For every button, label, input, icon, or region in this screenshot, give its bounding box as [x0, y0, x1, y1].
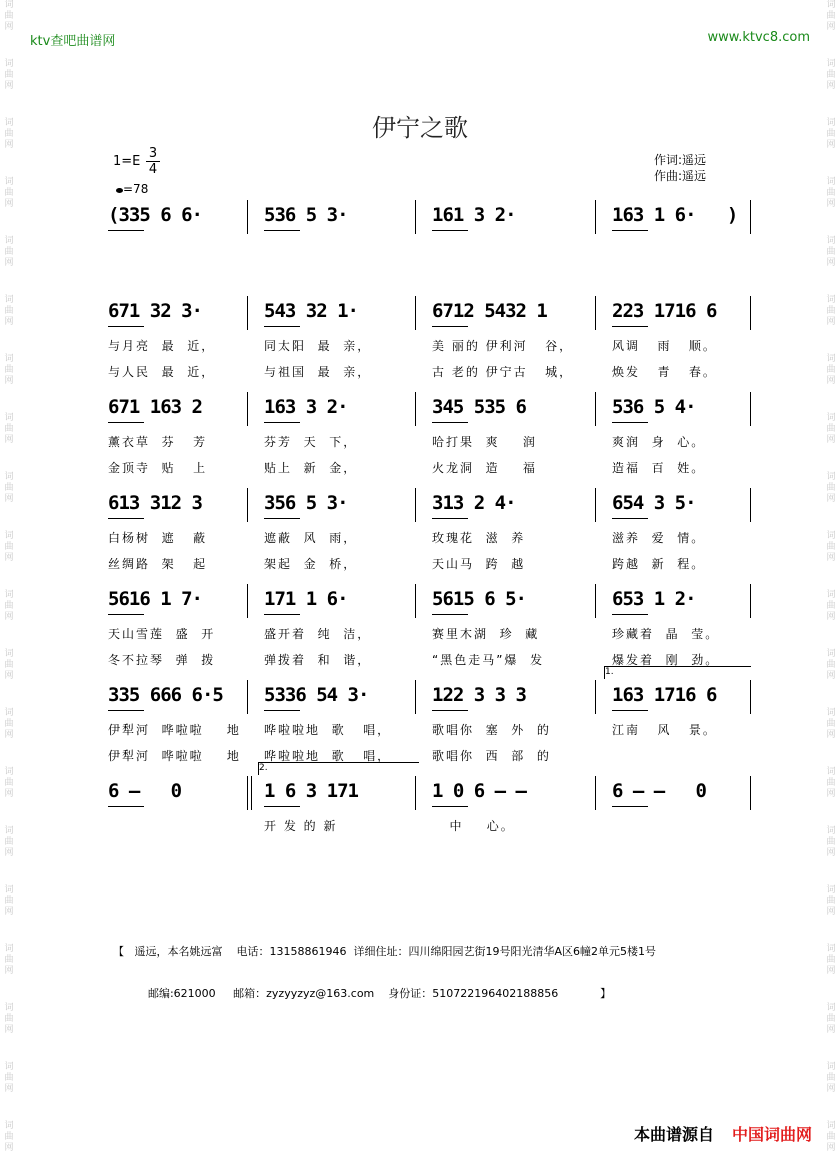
- key-signature: 1=E: [113, 154, 141, 169]
- barline: [415, 296, 416, 330]
- barline: [247, 680, 248, 714]
- measure: 335 666 6·5: [108, 684, 223, 706]
- beam-underline: [432, 230, 468, 231]
- lyric-text: 哈打果 爽 润: [432, 435, 537, 449]
- lyric-text: 玫瑰花 滋 养: [432, 531, 526, 545]
- watermark-text: 词 曲 网: [4, 1003, 14, 1035]
- beam-underline: [264, 710, 300, 711]
- site-name-left[interactable]: ktv查吧曲谱网: [30, 34, 116, 49]
- watermark-text: 词 曲 网: [826, 354, 836, 386]
- lyric-text: 歌唱你 塞 外 的: [432, 723, 551, 737]
- beam-underline: [612, 614, 648, 615]
- measure: 345 535 6: [432, 396, 526, 418]
- beam-underline: [612, 518, 648, 519]
- source-site[interactable]: 中国词曲网: [731, 1125, 812, 1144]
- barline: [750, 296, 751, 330]
- beam-underline: [264, 422, 300, 423]
- watermark-text: 词 曲 网: [826, 177, 836, 209]
- beam-underline: [108, 614, 144, 615]
- watermark-text: 词 曲 网: [826, 885, 836, 917]
- watermark-text: 词 曲 网: [826, 649, 836, 681]
- beam-underline: [432, 326, 468, 327]
- beam-underline: [432, 518, 468, 519]
- barline: [415, 584, 416, 618]
- watermark-text: 词 曲 网: [4, 0, 14, 32]
- lyric-text: 歌唱你 西 部 的: [432, 749, 551, 763]
- lyric-text: 美 丽的 伊利河 谷，: [432, 339, 574, 353]
- watermark-text: 词 曲 网: [4, 472, 14, 504]
- beam-underline: [264, 326, 300, 327]
- beam-underline: [264, 614, 300, 615]
- lyric-text: “黑色走马”爆 发: [432, 653, 545, 667]
- beam-underline: [108, 806, 144, 807]
- watermark-text: 词 曲 网: [826, 295, 836, 327]
- lyric-text: 薰衣草 芬 芳: [108, 435, 208, 449]
- lyric-text: 弹拨着 和 谐，: [264, 653, 372, 667]
- measure: 163 1 6· ): [612, 204, 738, 226]
- lyric-text: 中 心。: [432, 819, 515, 833]
- beam-underline: [108, 422, 144, 423]
- lyric-text: 贴上 新 金，: [264, 461, 358, 475]
- watermark-text: 词 曲 网: [4, 59, 14, 91]
- author-info: [113, 917, 656, 1015]
- measure: 356 5 3·: [264, 492, 348, 514]
- lyric-text: 开 发 的 新: [264, 819, 338, 833]
- lyric-text: 与人民 最 近，: [108, 365, 216, 379]
- author-line-2: 邮编:621000 邮箱：zyzyyzyz@163.com 身份证：510722196402188856 】: [113, 987, 612, 1000]
- beam-underline: [108, 230, 144, 231]
- barline: [415, 488, 416, 522]
- watermark-text: 词 曲 网: [4, 708, 14, 740]
- watermark-text: 词 曲 网: [826, 59, 836, 91]
- site-url-right[interactable]: www.ktvc8.com: [707, 30, 810, 45]
- beam-underline: [612, 230, 648, 231]
- measure: 313 2 4·: [432, 492, 516, 514]
- watermark-left: [2, 0, 16, 1169]
- watermark-text: 词 曲 网: [826, 1121, 836, 1153]
- barline: [595, 392, 596, 426]
- beam-underline: [108, 326, 144, 327]
- quarter-note-icon: [116, 188, 123, 193]
- watermark-text: 词 曲 网: [4, 413, 14, 445]
- lyric-text: 与月亮 最 近，: [108, 339, 216, 353]
- watermark-text: 词 曲 网: [826, 1062, 836, 1094]
- lyric-text: 白杨树 遮 蔽: [108, 531, 208, 545]
- watermark-text: 词 曲 网: [4, 295, 14, 327]
- barline: [415, 680, 416, 714]
- watermark-text: 词 曲 网: [4, 649, 14, 681]
- barline: [415, 776, 416, 810]
- lyric-text: 天山马 跨 越: [432, 557, 526, 571]
- lyric-text: 跨越 新 程。: [612, 557, 706, 571]
- measure: 171 1 6·: [264, 588, 348, 610]
- barline: [247, 488, 248, 522]
- measure: 536 5 4·: [612, 396, 696, 418]
- lyric-text: 伊犁河 哗啦啦 地: [108, 723, 241, 737]
- watermark-text: 词 曲 网: [4, 944, 14, 976]
- barline: [415, 200, 416, 234]
- measure: (335 6 6·: [108, 204, 202, 226]
- watermark-right: [824, 0, 838, 1169]
- beam-underline: [432, 806, 468, 807]
- lyric-text: 架起 金 桥，: [264, 557, 358, 571]
- watermark-text: 词 曲 网: [826, 413, 836, 445]
- barline: [247, 776, 252, 810]
- beam-underline: [612, 326, 648, 327]
- beam-underline: [612, 422, 648, 423]
- source-label: 本曲谱源自: [633, 1125, 714, 1144]
- watermark-text: 词 曲 网: [826, 590, 836, 622]
- beam-underline: [108, 518, 144, 519]
- watermark-text: 词 曲 网: [4, 826, 14, 858]
- beam-underline: [432, 710, 468, 711]
- lyric-text: 哗啦啦地 歌 唱，: [264, 749, 392, 763]
- watermark-text: 词 曲 网: [4, 177, 14, 209]
- lyric-text: 遮蔽 风 雨，: [264, 531, 358, 545]
- barline: [750, 776, 751, 810]
- barline: [595, 200, 596, 234]
- watermark-text: 词 曲 网: [826, 708, 836, 740]
- watermark-text: 词 曲 网: [826, 531, 836, 563]
- watermark-text: 词 曲 网: [4, 1121, 14, 1153]
- barline: [595, 488, 596, 522]
- barline: [595, 296, 596, 330]
- lyric-text: 爆发着 刚 劲。: [612, 653, 720, 667]
- lyric-text: 盛开着 纯 洁，: [264, 627, 372, 641]
- barline: [750, 680, 751, 714]
- lyric-text: 冬不拉琴 弹 拨: [108, 653, 216, 667]
- watermark-text: 词 曲 网: [4, 590, 14, 622]
- measure: 5615 6 5·: [432, 588, 526, 610]
- measure: 163 1716 6: [612, 684, 717, 706]
- lyric-text: 天山雪莲 盛 开: [108, 627, 216, 641]
- barline: [595, 584, 596, 618]
- beam-underline: [612, 710, 648, 711]
- watermark-text: 词 曲 网: [826, 118, 836, 150]
- lyric-text: 江南 风 景。: [612, 723, 717, 737]
- watermark-text: 词 曲 网: [826, 236, 836, 268]
- barline: [247, 200, 248, 234]
- barline: [750, 584, 751, 618]
- lyric-text: 古 老的 伊宁古 城，: [432, 365, 574, 379]
- beam-underline: [264, 518, 300, 519]
- watermark-text: 词 曲 网: [826, 826, 836, 858]
- measure: 5336 54 3·: [264, 684, 369, 706]
- measure: 671 163 2: [108, 396, 202, 418]
- watermark-text: 词 曲 网: [826, 767, 836, 799]
- song-title: 伊宁之歌: [372, 114, 468, 142]
- lyric-text: 哗啦啦地 歌 唱，: [264, 723, 392, 737]
- lyric-text: 丝绸路 架 起: [108, 557, 208, 571]
- time-signature: 3 4: [146, 146, 160, 177]
- lyric-text: 与祖国 最 亲，: [264, 365, 372, 379]
- lyric-text: 风调 雨 顺。: [612, 339, 717, 353]
- measure: 671 32 3·: [108, 300, 202, 322]
- measure: 5616 1 7·: [108, 588, 202, 610]
- beam-underline: [108, 710, 144, 711]
- barline: [247, 296, 248, 330]
- measure: 543 32 1·: [264, 300, 358, 322]
- watermark-text: 词 曲 网: [826, 472, 836, 504]
- watermark-text: 词 曲 网: [4, 885, 14, 917]
- beam-underline: [432, 422, 468, 423]
- lyric-text: 伊犁河 哗啦啦 地: [108, 749, 241, 763]
- author-line-1: 【 遥远，本名姚远富 电话：13158861946 详细住址：四川绵阳园艺街19号阳光清华A区6幢2单元5楼1号: [113, 945, 656, 958]
- lyric-text: 焕发 青 春。: [612, 365, 717, 379]
- barline: [247, 392, 248, 426]
- measure: 1 0 6 – –: [432, 780, 526, 802]
- lyric-text: 芬芳 天 下，: [264, 435, 358, 449]
- beam-underline: [612, 806, 648, 807]
- measure: 613 312 3: [108, 492, 202, 514]
- measure: 122 3 3 3: [432, 684, 526, 706]
- lyric-text: 滋养 爱 情。: [612, 531, 706, 545]
- beam-underline: [264, 806, 300, 807]
- lyric-text: 火龙洞 造 福: [432, 461, 537, 475]
- watermark-text: 词 曲 网: [4, 531, 14, 563]
- watermark-text: 词 曲 网: [4, 1062, 14, 1094]
- measure: 6 – 0: [108, 780, 182, 802]
- measure: 163 3 2·: [264, 396, 348, 418]
- barline: [415, 392, 416, 426]
- lyric-text: 爽润 身 心。: [612, 435, 706, 449]
- watermark-text: 词 曲 网: [4, 118, 14, 150]
- lyric-text: 金顶寺 贴 上: [108, 461, 208, 475]
- measure: 161 3 2·: [432, 204, 516, 226]
- measure: 1 6 3 171: [264, 780, 358, 802]
- tempo-mark: =78: [116, 182, 148, 196]
- watermark-text: 词 曲 网: [826, 944, 836, 976]
- beam-underline: [432, 614, 468, 615]
- lyric-text: 造福 百 姓。: [612, 461, 706, 475]
- watermark-text: 词 曲 网: [4, 354, 14, 386]
- watermark-text: 词 曲 网: [4, 767, 14, 799]
- source-credit: [634, 1122, 812, 1145]
- credits: [654, 152, 706, 184]
- measure: 223 1716 6: [612, 300, 717, 322]
- volta-bracket: 1.: [604, 666, 751, 679]
- barline: [595, 680, 596, 714]
- lyricist: 作词:遥远: [654, 153, 707, 167]
- composer: 作曲:遥远: [654, 169, 707, 183]
- measure: 536 5 3·: [264, 204, 348, 226]
- watermark-text: 词 曲 网: [4, 236, 14, 268]
- barline: [595, 776, 596, 810]
- beam-underline: [264, 230, 300, 231]
- lyric-text: 赛里木湖 珍 藏: [432, 627, 540, 641]
- lyric-text: 同太阳 最 亲，: [264, 339, 372, 353]
- measure: 6 – – 0: [612, 780, 706, 802]
- measure: 6712 5432 1: [432, 300, 547, 322]
- measure: 653 1 2·: [612, 588, 696, 610]
- barline: [247, 584, 248, 618]
- measure: 654 3 5·: [612, 492, 696, 514]
- volta-bracket: 2.: [258, 762, 419, 775]
- lyric-text: 珍藏着 晶 莹。: [612, 627, 720, 641]
- barline: [750, 488, 751, 522]
- watermark-text: 词 曲 网: [826, 0, 836, 32]
- watermark-text: 词 曲 网: [826, 1003, 836, 1035]
- barline: [750, 200, 751, 234]
- barline: [750, 392, 751, 426]
